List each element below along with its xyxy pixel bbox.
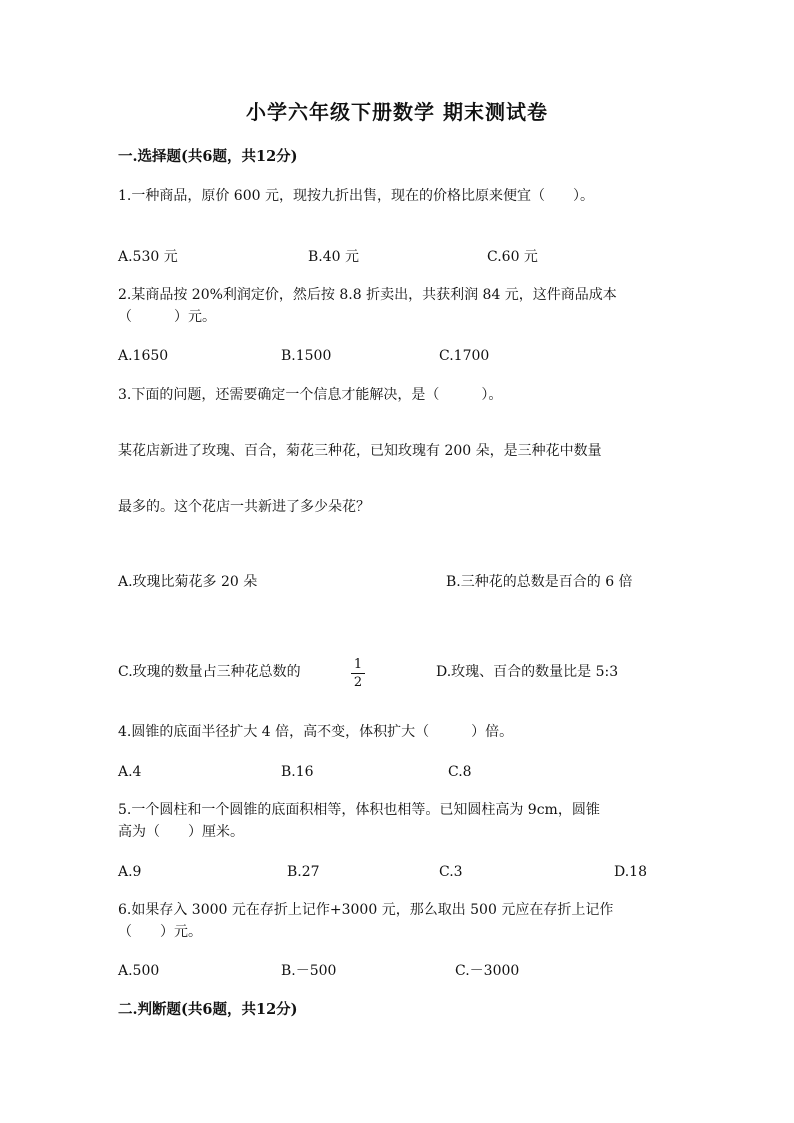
q5-option-d: D.18: [614, 864, 647, 880]
fraction-one-half: [351, 657, 365, 690]
q6-option-b: B.－500: [281, 963, 337, 979]
question-3-stem: 3.下面的问题，还需要确定一个信息才能解决，是（ ）。: [118, 387, 503, 403]
section-heading-judgment: 二.判断题(共6题，共12分): [118, 1001, 298, 1018]
q2-option-a: A.1650: [118, 348, 169, 364]
q3-option-d: D.玫瑰、百合的数量比是 5:3: [436, 664, 619, 680]
q2-option-c: C.1700: [439, 348, 490, 364]
section-heading-choice: 一.选择题(共6题，共12分): [118, 148, 298, 165]
question-5-stem-line2: 高为（ ）厘米。: [118, 824, 244, 840]
q1-option-a: A.530 元: [118, 249, 178, 265]
q6-option-c: C.－3000: [455, 963, 520, 979]
q3-option-a: A.玫瑰比菊花多 20 朵: [118, 574, 258, 590]
q2-option-b: B.1500: [281, 348, 332, 364]
q3-option-c: C.玫瑰的数量占三种花总数的: [118, 664, 301, 680]
question-6-stem-line2: （ ）元。: [118, 924, 202, 940]
q1-option-b: B.40 元: [308, 249, 360, 265]
q4-option-a: A.4: [118, 764, 142, 780]
q6-option-a: A.500: [118, 963, 160, 979]
question-5-stem-line1: 5.一个圆柱和一个圆锥的底面积相等，体积也相等。已知圆柱高为 9cm，圆锥: [118, 802, 600, 818]
question-1-stem: 1.一种商品，原价 600 元，现按九折出售，现在的价格比原来便宜（ ）。: [118, 188, 594, 204]
fraction-denominator: 2: [353, 675, 363, 690]
question-2-stem-line1: 2.某商品按 20%利润定价，然后按 8.8 折卖出，共获利润 84 元，这件商品成本: [118, 287, 617, 303]
q4-option-c: C.8: [448, 764, 472, 780]
exam-title: 小学六年级下册数学 期末测试卷: [246, 100, 548, 124]
fraction-numerator: 1: [353, 657, 363, 672]
question-6-stem-line1: 6.如果存入 3000 元在存折上记作+3000 元，那么取出 500 元应在存折上记作: [118, 902, 614, 918]
question-3-context-line1: 某花店新进了玫瑰、百合，菊花三种花，已知玫瑰有 200 朵，是三种花中数量: [118, 443, 602, 459]
fraction-bar: [351, 673, 365, 674]
q3-option-b: B.三种花的总数是百合的 6 倍: [446, 574, 633, 590]
q5-option-c: C.3: [439, 864, 463, 880]
question-2-stem-line2: （ ）元。: [118, 309, 216, 325]
q4-option-b: B.16: [281, 764, 314, 780]
q5-option-a: A.9: [118, 864, 142, 880]
question-4-stem: 4.圆锥的底面半径扩大 4 倍，高不变，体积扩大（ ）倍。: [118, 724, 514, 740]
q1-option-c: C.60 元: [487, 249, 538, 265]
question-3-context-line2: 最多的。这个花店一共新进了多少朵花？: [118, 499, 370, 515]
q5-option-b: B.27: [287, 864, 320, 880]
